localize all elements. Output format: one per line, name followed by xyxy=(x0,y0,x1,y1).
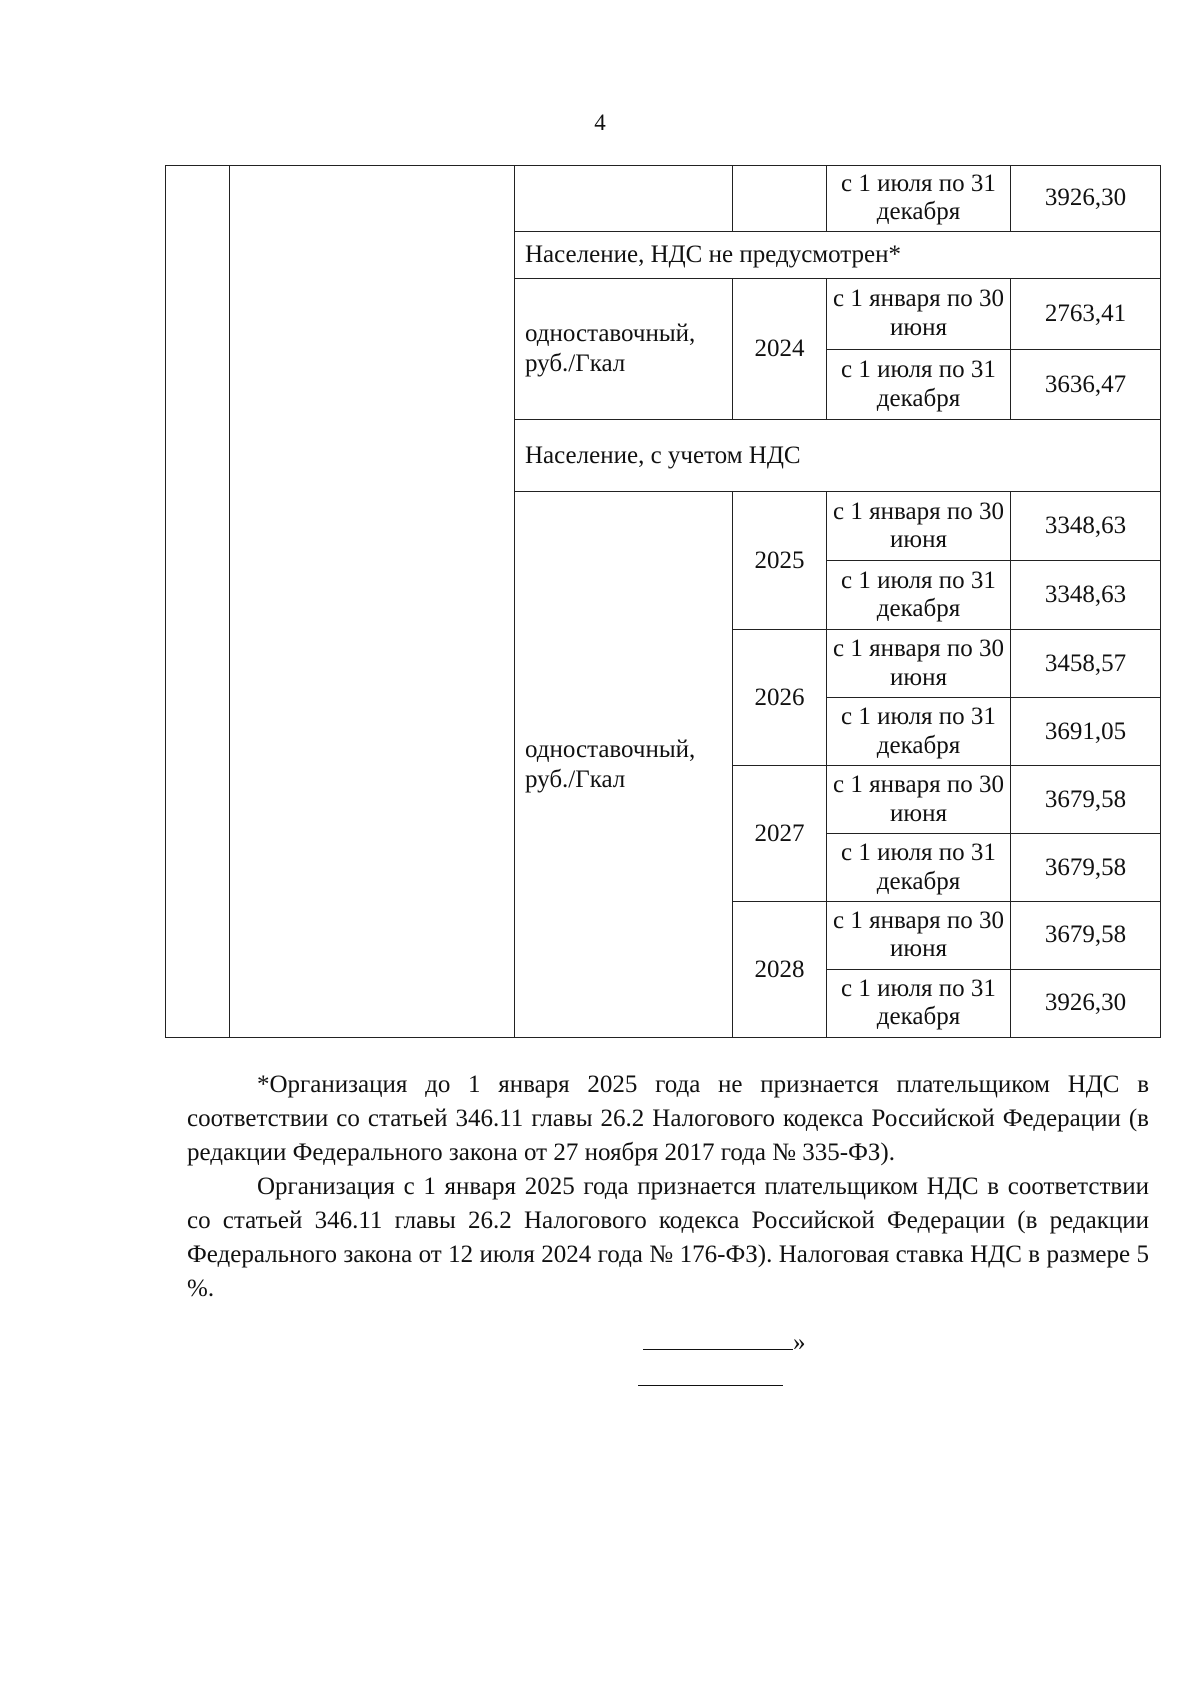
period-cell: с 1 июля по 31 декабря xyxy=(827,349,1011,420)
year-cell: 2028 xyxy=(733,902,827,1038)
period-cell: с 1 января по 30 июня xyxy=(827,902,1011,970)
year-cell xyxy=(733,166,827,232)
period-cell: с 1 июля по 31 декабря xyxy=(827,698,1011,766)
period-cell: с 1 июля по 31 декабря xyxy=(827,561,1011,630)
period-cell: с 1 января по 30 июня xyxy=(827,630,1011,698)
value-cell: 3691,05 xyxy=(1011,698,1161,766)
period-cell: с 1 июля по 31 декабря xyxy=(827,834,1011,902)
closing-rule xyxy=(643,1331,793,1350)
tariff-type-cell: одноставочный, руб./Гкал xyxy=(515,278,733,420)
tariff-table xyxy=(165,165,1161,1038)
value-cell: 3458,57 xyxy=(1011,630,1161,698)
year-cell: 2024 xyxy=(733,278,827,420)
period-cell: с 1 июля по 31 декабря xyxy=(827,969,1011,1037)
page-number: 4 xyxy=(594,110,606,135)
value-cell: 3348,63 xyxy=(1011,492,1161,561)
organization-cell xyxy=(230,166,515,1038)
footnote-paragraph: Организация с 1 января 2025 года признается плательщиком НДС в соответствии со статьей 346.11 главы 26.2 Налогового кодекса Российской Федерации (в редакции Федерального закона от 12 июля 2024 года № 176-ФЗ). Налоговая ставка НДС в размере 5 %. xyxy=(187,1173,1149,1302)
period-cell: с 1 июля по 31 декабря xyxy=(827,166,1011,232)
group-header: Население, НДС не предусмотрен* xyxy=(515,231,1161,278)
bottom-rule xyxy=(638,1385,783,1386)
value-cell: 3348,63 xyxy=(1011,561,1161,630)
value-cell: 3679,58 xyxy=(1011,766,1161,834)
year-cell: 2026 xyxy=(733,630,827,766)
tariff-type-cell: одноставочный, руб./Гкал xyxy=(515,492,733,1038)
value-cell: 3679,58 xyxy=(1011,834,1161,902)
footnote-block xyxy=(187,1068,1149,1306)
value-cell: 3636,47 xyxy=(1011,349,1161,420)
period-cell: с 1 января по 30 июня xyxy=(827,492,1011,561)
tariff-type-cell xyxy=(515,166,733,232)
closing-quote: » xyxy=(793,1329,806,1356)
closing-line xyxy=(643,1330,806,1355)
value-cell: 2763,41 xyxy=(1011,278,1161,349)
number-cell xyxy=(166,166,230,1038)
period-cell: с 1 января по 30 июня xyxy=(827,278,1011,349)
footnote-paragraph: *Организация до 1 января 2025 года не признается плательщиком НДС в соответствии со статьей 346.11 главы 26.2 Налогового кодекса Российской Федерации (в редакции Федерального закона от 27 ноября 2017 года № 335-ФЗ). xyxy=(187,1071,1149,1166)
table-row xyxy=(166,166,1161,232)
period-cell: с 1 января по 30 июня xyxy=(827,766,1011,834)
value-cell: 3926,30 xyxy=(1011,969,1161,1037)
group-header: Население, с учетом НДС xyxy=(515,420,1161,492)
value-cell: 3926,30 xyxy=(1011,166,1161,232)
year-cell: 2025 xyxy=(733,492,827,630)
year-cell: 2027 xyxy=(733,766,827,902)
value-cell: 3679,58 xyxy=(1011,902,1161,970)
